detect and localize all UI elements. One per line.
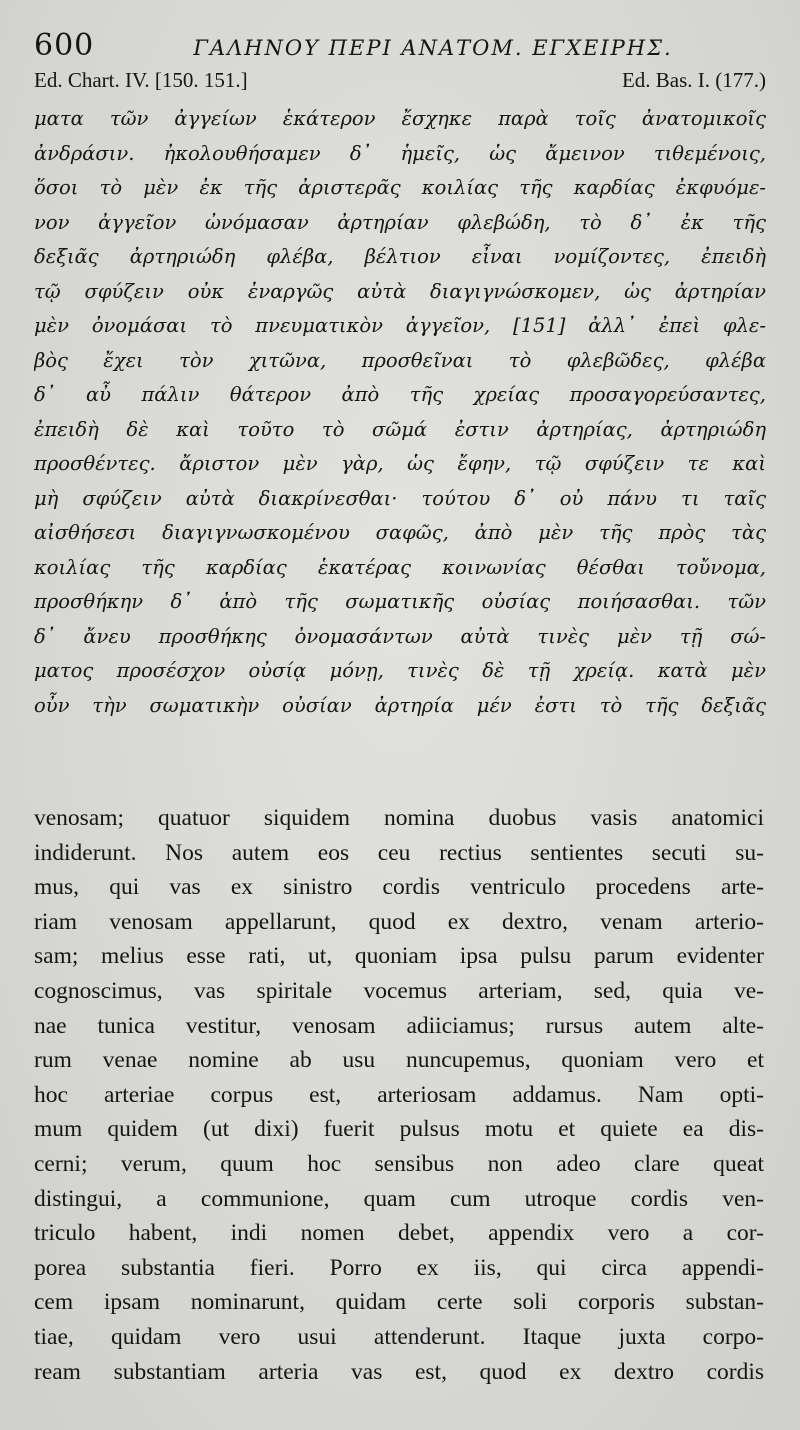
latin-text-line: distingui, a communione, quam cum utroque cordis ven- bbox=[34, 1185, 764, 1212]
edition-reference-right: Ed. Bas. I. (177.) bbox=[621, 68, 766, 92]
page-header bbox=[34, 28, 766, 64]
latin-text-line: cognoscimus, vas spiritale vocemus arteriam, sed, quia ve- bbox=[34, 977, 764, 1004]
greek-text-block bbox=[34, 102, 766, 723]
greek-text-line: προσθήκην δ᾽ ἀπὸ τῆς σωματικῆς οὐσίας ποιήσασθαι. τῶν bbox=[34, 590, 766, 613]
latin-text-block bbox=[34, 801, 764, 1389]
latin-text-line: nae tunica vestitur, venosam adiiciamus; rursus autem alte- bbox=[34, 1012, 764, 1039]
greek-text-line: τῷ σφύζειν οὐκ ἐναργῶς αὐτὰ διαγιγνώσκομεν, ὡς ἀρτηρίαν bbox=[34, 279, 766, 303]
latin-text-line: indiderunt. Nos autem eos ceu rectius sentientes secuti su- bbox=[34, 839, 764, 866]
edition-reference-left: Ed. Chart. IV. [150. 151.] bbox=[34, 68, 248, 92]
greek-text-line: ἀνδράσιν. ἠκολουθήσαμεν δ᾽ ἡμεῖς, ὡς ἄμεινον τιθεμένοις, bbox=[34, 141, 766, 165]
latin-text-line: triculo habent, indi nomen debet, appendix vero a cor- bbox=[34, 1220, 764, 1247]
greek-text-line: μὴ σφύζειν αὐτὰ διακρίνεσθαι· τούτου δ᾽ οὐ πάνυ τι ταῖς bbox=[34, 486, 766, 510]
running-title: ΓΑΛΗΝΟΥ ΠΕΡΙ ΑΝΑΤΟΜ. ΕΓΧΕΙΡΗΣ. bbox=[193, 36, 673, 60]
greek-text-line: δ᾽ ἄνευ προσθήκης ὀνομασάντων αὐτὰ τινὲς μὲν τῇ σώ- bbox=[34, 624, 766, 648]
page-number: 600 bbox=[34, 28, 95, 63]
greek-text-line: μὲν ὀνομάσαι τὸ πνευματικὸν ἀγγεῖον, [151] ἀλλ᾽ ἐπεὶ φλε- bbox=[34, 314, 766, 337]
edition-reference-line bbox=[34, 68, 766, 98]
latin-text-line: cerni; verum, quum hoc sensibus non adeo clare queat bbox=[34, 1150, 764, 1177]
greek-text-line: οὖν τὴν σωματικὴν οὐσίαν ἀρτηρία μέν ἐστι τὸ τῆς δεξιᾶς bbox=[34, 693, 766, 717]
latin-text-line: tiae, quidam vero usui attenderunt. Itaque juxta corpo- bbox=[34, 1323, 764, 1350]
greek-text-line: ματα τῶν ἀγγείων ἑκάτερον ἔσχηκε παρὰ τοῖς ἀνατομικοῖς bbox=[34, 107, 766, 130]
latin-text-line: riam venosam appellarunt, quod ex dextro, venam arterio- bbox=[34, 908, 764, 935]
latin-text-line: rum venae nomine ab usu nuncupemus, quoniam vero et bbox=[34, 1047, 764, 1074]
latin-text-line: venosam; quatuor siquidem nomina duobus vasis anatomici bbox=[34, 805, 764, 831]
greek-text-line: νον ἀγγεῖον ὠνόμασαν ἀρτηρίαν φλεβώδη, τὸ δ᾽ ἐκ τῆς bbox=[34, 210, 766, 234]
greek-text-line: αἰσθήσεσι διαγιγνωσκομένου σαφῶς, ἀπὸ μὲν τῆς πρὸς τὰς bbox=[34, 521, 766, 544]
greek-text-line: ὅσοι τὸ μὲν ἐκ τῆς ἀριστερᾶς κοιλίας τῆς καρδίας ἐκφυόμε- bbox=[34, 176, 766, 199]
greek-text-line: δεξιᾶς ἀρτηριώδη φλέβα, βέλτιον εἶναι νομίζοντες, ἐπειδὴ bbox=[34, 245, 766, 268]
latin-text-line: sam; melius esse rati, ut, quoniam ipsa pulsu parum evidenter bbox=[34, 943, 764, 970]
greek-text-line: δ᾽ αὖ πάλιν θάτερον ἀπὸ τῆς χρείας προσαγορεύσαντες, bbox=[34, 383, 766, 406]
greek-text-line: βὸς ἔχει τὸν χιτῶνα, προσθεῖναι τὸ φλεβῶδες, φλέβα bbox=[34, 348, 766, 372]
latin-text-line: hoc arteriae corpus est, arteriosam addamus. Nam opti- bbox=[34, 1081, 764, 1108]
greek-text-line: κοιλίας τῆς καρδίας ἑκατέρας κοινωνίας θέσθαι τοὔνομα, bbox=[34, 555, 766, 579]
latin-text-line: mus, qui vas ex sinistro cordis ventriculo procedens arte- bbox=[34, 874, 764, 901]
latin-text-line: mum quidem (ut dixi) fuerit pulsus motu et quiete ea dis- bbox=[34, 1116, 764, 1143]
greek-text-line: ματος προσέσχον οὐσίᾳ μόνῃ, τινὲς δὲ τῇ χρείᾳ. κατὰ μὲν bbox=[34, 659, 766, 682]
latin-text-line: porea substantia fieri. Porro ex iis, qui circa appendi- bbox=[34, 1254, 764, 1281]
greek-text-line: ἐπειδὴ δὲ καὶ τοῦτο τὸ σῶμά ἐστιν ἀρτηρίας, ἀρτηριώδη bbox=[34, 417, 766, 441]
latin-text-line: ream substantiam arteria vas est, quod ex dextro cordis bbox=[34, 1358, 764, 1385]
latin-text-line: cem ipsam nominarunt, quidam certe soli corporis substan- bbox=[34, 1289, 764, 1316]
greek-text-line: προσθέντες. ἄριστον μὲν γὰρ, ὡς ἔφην, τῷ σφύζειν τε καὶ bbox=[34, 452, 766, 475]
